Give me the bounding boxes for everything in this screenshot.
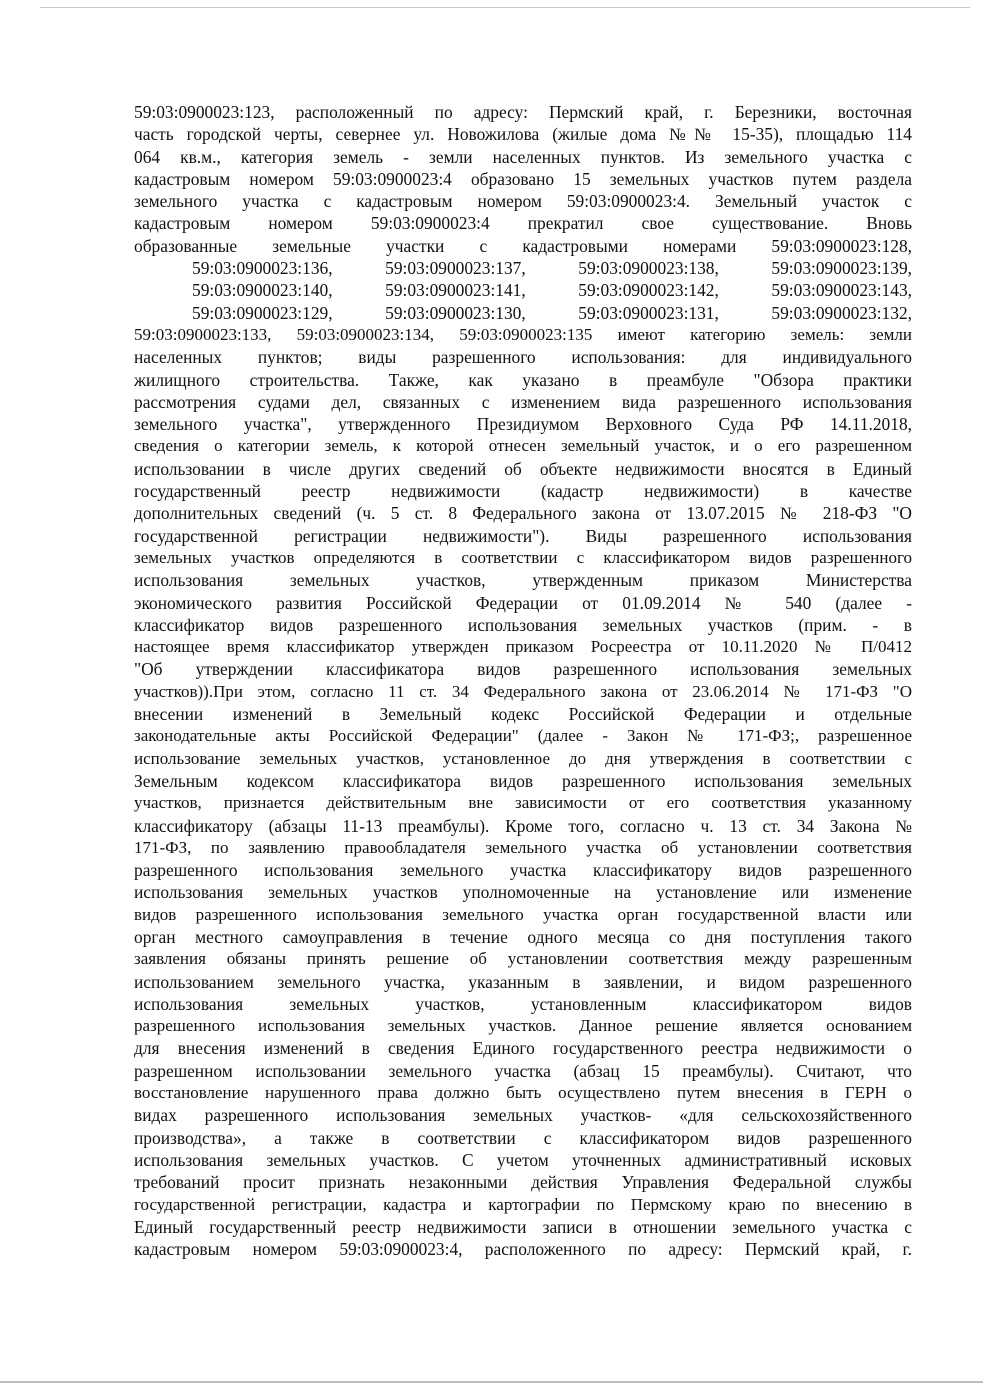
- text-line: государственной регистрации недвижимости"). Виды разрешенного использования: [134, 525, 912, 546]
- text-line: образованные земельные участки с кадастровыми номерами 59:03:0900023:128,: [134, 235, 912, 256]
- text-line: кадастровым номером 59:03:0900023:4 образовано 15 земельных участков путем раздела: [134, 168, 912, 189]
- text-line: государственный реестр недвижимости (кадастр недвижимости) в качестве: [134, 481, 912, 502]
- text-line: законодательные акты Российской Федерации" (далее - Закон № 171-ФЗ;, разрешенное: [134, 726, 912, 746]
- text-line: государственной регистрации, кадастра и картографии по Пермскому краю по внесению в: [134, 1194, 912, 1214]
- text-line: видов разрешенного использования земельного участка орган государственной власти или: [134, 904, 912, 924]
- text-line: дополнительных сведений (ч. 5 ст. 8 Федерального закона от 13.07.2015 № 218-ФЗ "О: [134, 503, 912, 524]
- text-line: использованием земельного участка, указанным в заявлении, и видом разрешенного: [134, 971, 912, 992]
- text-line: земельных участков определяются в соответствии с классификатором видов разрешенного: [134, 547, 912, 567]
- text-line: Единый государственный реестр недвижимости записи в отношении земельного участка с: [134, 1216, 912, 1237]
- text-line: земельного участка", утвержденного Президиумом Верховного Суда РФ 14.11.2018,: [134, 414, 912, 435]
- text-line: жилищного строительства. Также, как указано в преамбуле "Обзора практики: [134, 369, 912, 390]
- text-line: разрешенного использования земельных участков. Данное решение является основанием: [134, 1016, 912, 1036]
- text-line: классификатор видов разрешенного использования земельных участков (прим. - в: [134, 614, 912, 635]
- text-line: использовании в числе других сведений об объекте недвижимости вносятся в Единый: [134, 458, 912, 479]
- text-line: 59:03:0900023:129, 59:03:0900023:130, 59:03:0900023:131, 59:03:0900023:132,: [192, 302, 912, 323]
- text-line: использования земельных участков, установленным классификатором видов: [134, 993, 912, 1014]
- text-line: заявления обязаны принять решение об установлении соответствия между разрешенным: [134, 949, 912, 969]
- text-line: восстановление нарушенного права должно быть осуществлено путем внесения в ГЕРН о: [134, 1083, 912, 1103]
- text-line: часть городской черты, севернее ул. Новожилова (жилые дома №№ 15-35), площадью 114: [134, 124, 912, 145]
- text-line: требований просит признать незаконными действия Управления Федеральной службы: [134, 1172, 912, 1193]
- text-line: орган местного самоуправления в течение одного месяца со дня поступления такого: [134, 926, 912, 947]
- text-line: использования земельных участков, утвержденным приказом Министерства: [134, 570, 912, 591]
- text-line: участков, признается действительным вне зависимости от его соответствия указанному: [134, 793, 912, 813]
- text-line: видах разрешенного использования земельных участков- «для сельскохозяйственного: [134, 1105, 912, 1126]
- text-line: населенных пунктов; виды разрешенного использования: для индивидуального: [134, 347, 912, 368]
- text-line: участков)).При этом, согласно 11 ст. 34 Федерального закона от 23.06.2014 № 171-ФЗ "О: [134, 681, 912, 701]
- text-line: использования земельных участков. С учетом уточненных административный исковых: [134, 1149, 912, 1170]
- text-line: земельного участка с кадастровым номером 59:03:0900023:4. Земельный участок с: [134, 191, 912, 212]
- text-line: рассмотрения судами дел, связанных с изменением вида разрешенного использования: [134, 391, 912, 412]
- text-line: 59:03:0900023:133, 59:03:0900023:134, 59:03:0900023:135 имеют категорию земель: земли: [134, 324, 912, 344]
- text-line: 59:03:0900023:123, расположенный по адресу: Пермский край, г. Березники, восточная: [134, 102, 912, 122]
- text-line: разрешенном использовании земельного участка (абзац 15 преамбулы). Считают, что: [134, 1060, 912, 1081]
- text-line: Земельным кодексом классификатора видов разрешенного использования земельных: [134, 770, 912, 791]
- scan-top-edge: [40, 7, 970, 8]
- text-line: кадастровым номером 59:03:0900023:4 прекратил свое существование. Вновь: [134, 213, 912, 234]
- text-line: экономического развития Российской Федерации от 01.09.2014 № 540 (далее -: [134, 592, 912, 613]
- text-line: 064 кв.м., категория земель - земли населенных пунктов. Из земельного участка с: [134, 146, 912, 167]
- text-line: производства», а также в соответствии с классификатором видов разрешенного: [134, 1127, 912, 1148]
- text-line: использования земельных участков уполномоченные на установление или изменение: [134, 882, 912, 903]
- text-line: для внесения изменений в сведения Единого государственного реестра недвижимости о: [134, 1038, 912, 1059]
- document-body: [134, 101, 912, 1260]
- text-line: настоящее время классификатор утвержден приказом Росреестра от 10.11.2020 № П/0412: [134, 637, 912, 657]
- text-line: кадастровым номером 59:03:0900023:4, расположенного по адресу: Пермский край, г.: [134, 1239, 912, 1260]
- text-line: внесении изменений в Земельный кодекс Российской Федерации и отдельные: [134, 704, 912, 725]
- text-line: разрешенного использования земельного участка классификатору видов разрешенного: [134, 860, 912, 881]
- text-line: 171-ФЗ, по заявлению правообладателя земельного участка об установлении соответствия: [134, 837, 912, 857]
- scan-bottom-edge: [0, 1381, 983, 1383]
- text-line: 59:03:0900023:140, 59:03:0900023:141, 59:03:0900023:142, 59:03:0900023:143,: [192, 280, 912, 301]
- text-line: сведения о категории земель, к которой отнесен земельный участок, и о его разрешенном: [134, 436, 912, 456]
- text-line: "Об утверждении классификатора видов разрешенного использования земельных: [134, 659, 912, 680]
- text-line: использование земельных участков, установленное до дня утверждения в соответствии с: [134, 748, 912, 768]
- text-line: классификатору (абзацы 11-13 преамбулы). Кроме того, согласно ч. 13 ст. 34 Закона №: [134, 815, 912, 836]
- text-line: 59:03:0900023:136, 59:03:0900023:137, 59:03:0900023:138, 59:03:0900023:139,: [192, 258, 912, 279]
